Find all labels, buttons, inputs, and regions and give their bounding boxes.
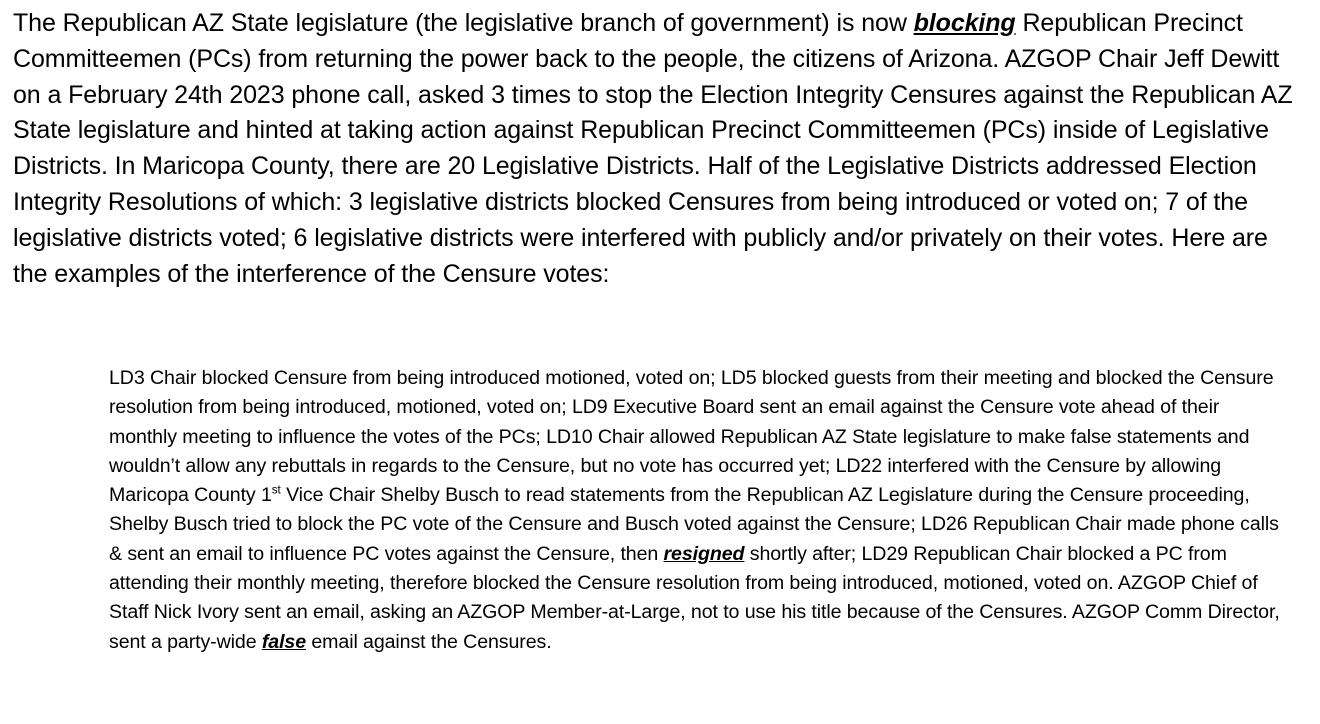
indented-paragraph-text-2: Vice Chair Shelby Busch to read statements from the Republican AZ Legislature during the Censure proceeding, Shelby Busch tried to block the PC vote of the Censure and Busch voted against the Censure; LD26 Republican Chair made phone calls & sent an email to influence PC votes against the Censure, then — [109, 484, 1279, 565]
main-paragraph-text-2: Republican Precinct Committeemen (PCs) from returning the power back to the people, the citizens of Arizona. AZGOP Chair Jeff Dewitt on a February 24th 2023 phone call, asked 3 times to stop the Election Integrity Censures against the Republican AZ State legislature and hinted at taking action against Republican Precinct Committeemen (PCs) inside of Legislative Districts. In Maricopa County, there are 20 Legislative Districts. Half of the Legislative Districts addressed Election Integrity Resolutions of which: 3 legislative districts blocked Censures from being introduced or voted on; 7 of the legislative districts voted; 6 legislative districts were interfered with publicly and/or privately on their votes. Here are the examples of the interference of the Censure votes: — [13, 9, 1293, 288]
emphasis-blocking: blocking — [913, 9, 1016, 37]
ordinal-superscript: st — [271, 483, 281, 497]
indented-paragraph-text-1: LD3 Chair blocked Censure from being introduced motioned, voted on; LD5 blocked guests from their meeting and blocked the Censure resolution from being introduced, motioned, voted on; LD9 Executive Board sent an email against the Censure vote ahead of their monthly meeting to influence the votes of the PCs; LD10 Chair allowed Republican AZ State legislature to make false statements and wouldn’t allow any rebuttals in regards to the Censure, but no vote has occurred yet; LD22 interfered with the Censure by allowing Maricopa County 1 — [109, 367, 1274, 507]
emphasis-false: false — [261, 630, 307, 653]
emphasis-resigned: resigned — [663, 542, 745, 565]
indented-paragraph-text-3: shortly after; LD29 Republican Chair blocked a PC from attending their monthly meeting, therefore blocked the Censure resolution from being introduced, motioned, voted on. AZGOP Chief of Staff Nick Ivory sent an email, asking an AZGOP Member-at-Large, not to use his title because of the Censures. AZGOP Comm Director, sent a party-wide — [109, 542, 1280, 653]
main-paragraph-text-1: The Republican AZ State legislature (the legislative branch of government) is now — [13, 9, 914, 37]
indented-paragraph — [109, 364, 1289, 657]
main-paragraph — [13, 6, 1303, 292]
indented-paragraph-text-4: email against the Censures. — [306, 630, 552, 653]
